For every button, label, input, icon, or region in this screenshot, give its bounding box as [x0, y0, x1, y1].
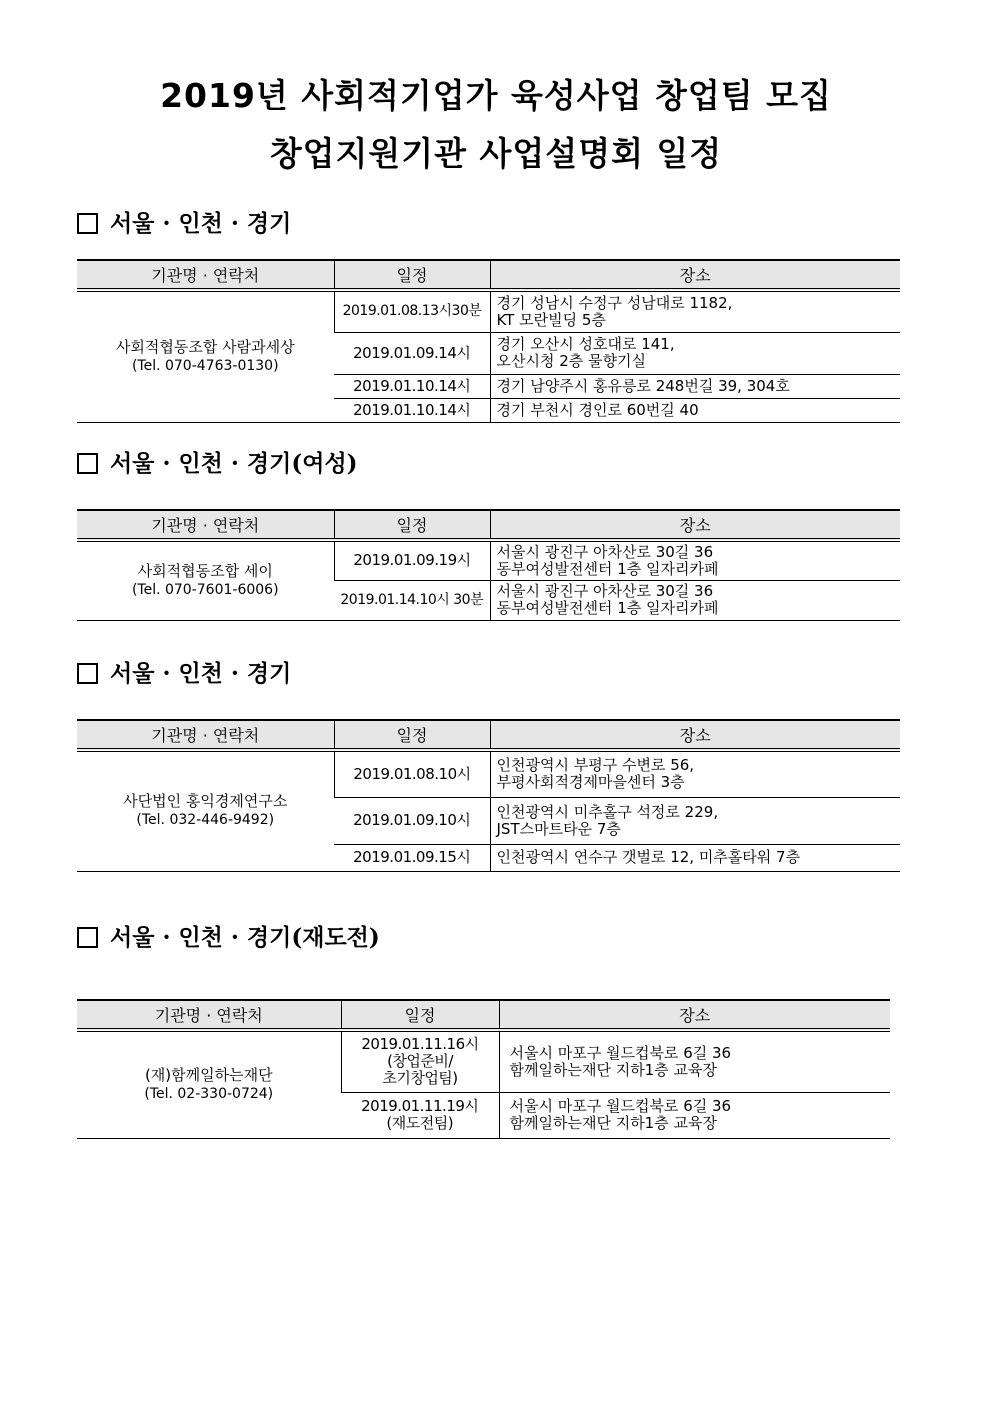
- header-org: 기관명 · 연락처: [77, 720, 334, 750]
- section-heading-3: [77, 657, 291, 691]
- date-cell: 2019.01.10.14시: [334, 374, 490, 398]
- header-org: 기관명 · 연락처: [77, 510, 334, 540]
- header-place: 장소: [490, 720, 900, 750]
- section-heading-4: [77, 921, 380, 955]
- checkbox-square-icon: [77, 453, 98, 474]
- org-name: 사회적협동조합 사람과세상: [115, 337, 295, 356]
- table-row: [77, 290, 900, 332]
- place-line: 동부여성발전센터 1층 일자리카페: [496, 559, 719, 578]
- place-cell: [490, 580, 900, 620]
- date-cell: 2019.01.08.13시30분: [334, 290, 490, 332]
- header-date: 일정: [334, 260, 490, 290]
- table-row: [77, 750, 900, 797]
- place-cell: [490, 540, 900, 580]
- section-heading-text: 서울 · 인천 · 경기: [110, 660, 292, 687]
- date-cell: 2019.01.10.14시: [334, 398, 490, 422]
- date-line: (창업준비/: [387, 1052, 453, 1071]
- date-cell: 2019.01.09.10시: [334, 797, 490, 844]
- checkbox-square-icon: [77, 927, 98, 948]
- header-date: 일정: [334, 510, 490, 540]
- place-cell: [490, 290, 900, 332]
- place-cell: [499, 1092, 890, 1138]
- header-org: 기관명 · 연락처: [77, 260, 334, 290]
- date-line: (재도전팀): [386, 1114, 454, 1132]
- document-title-line2: 창업지원기관 사업설명회 일정: [269, 134, 723, 173]
- date-cell: [341, 1092, 499, 1138]
- checkbox-square-icon: [77, 663, 98, 684]
- section-heading-text: 서울 · 인천 · 경기(재도전): [110, 924, 380, 951]
- checkbox-square-icon: [77, 213, 98, 234]
- section-heading-2: [77, 447, 358, 481]
- org-name: 사회적협동조합 세이: [137, 561, 273, 580]
- date-cell: 2019.01.09.15시: [334, 844, 490, 871]
- org-tel: (Tel. 070-7601-6006): [131, 581, 279, 598]
- place-line: JST스마트타운 7층: [496, 819, 621, 838]
- place-line: 서울시 광진구 아차산로 30길 36: [496, 542, 714, 561]
- org-name: (재)함께일하는재단: [144, 1065, 273, 1084]
- date-cell: 2019.01.09.14시: [334, 332, 490, 374]
- schedule-table-3: [77, 719, 900, 872]
- header-date: 일정: [334, 720, 490, 750]
- table-header-row: [77, 260, 900, 290]
- table-header-row: [77, 720, 900, 750]
- date-line: 초기창업팀): [382, 1069, 458, 1088]
- schedule-table-4: [77, 999, 890, 1139]
- section-heading-text: 서울 · 인천 · 경기(여성): [110, 450, 358, 477]
- place-line: 부평사회적경제마을센터 3층: [496, 773, 685, 792]
- table-row: [77, 540, 900, 580]
- header-org: 기관명 · 연락처: [77, 1000, 341, 1030]
- place-cell: 경기 부천시 경인로 60번길 40: [490, 398, 900, 422]
- place-line: 서울시 마포구 월드컵북로 6길 36: [509, 1097, 732, 1115]
- date-cell: [341, 1030, 499, 1092]
- place-line: 인천광역시 부평구 수변로 56,: [496, 756, 695, 775]
- place-line: 경기 오산시 성호대로 141,: [496, 335, 675, 353]
- place-line: 함께일하는재단 지하1층 교육장: [509, 1114, 717, 1132]
- section-heading-1: [77, 207, 291, 241]
- place-line: 인천광역시 미추홀구 석정로 229,: [496, 802, 719, 821]
- place-line: 서울시 마포구 월드컵북로 6길 36: [509, 1043, 732, 1062]
- place-line: 함께일하는재단 지하1층 교육장: [509, 1060, 717, 1079]
- org-cell: [77, 290, 334, 422]
- place-cell: [490, 750, 900, 797]
- schedule-table-1: [77, 259, 900, 423]
- date-line: 2019.01.11.19시: [361, 1097, 479, 1115]
- place-cell: [490, 332, 900, 374]
- date-line: 2019.01.11.16시: [361, 1035, 479, 1054]
- org-cell: [77, 750, 334, 871]
- date-cell: 2019.01.09.19시: [334, 540, 490, 580]
- org-tel: (Tel. 02-330-0724): [144, 1085, 274, 1102]
- org-tel: (Tel. 032-446-9492): [136, 812, 275, 829]
- place-cell: [490, 797, 900, 844]
- place-line: KT 모란빌딩 5층: [496, 310, 606, 329]
- header-place: 장소: [499, 1000, 890, 1030]
- org-name: 사단법인 홍익경제연구소: [123, 792, 288, 811]
- header-place: 장소: [490, 510, 900, 540]
- document-title-line1: 2019년 사회적기업가 육성사업 창업팀 모집: [160, 76, 832, 115]
- org-tel: (Tel. 070-4763-0130): [131, 357, 279, 374]
- header-date: 일정: [341, 1000, 499, 1030]
- table-header-row: [77, 510, 900, 540]
- org-cell: [77, 540, 334, 620]
- org-cell: [77, 1030, 341, 1138]
- place-cell: 인천광역시 연수구 갯벌로 12, 미추홀타워 7층: [490, 844, 900, 871]
- section-heading-text: 서울 · 인천 · 경기: [110, 210, 292, 237]
- date-cell: 2019.01.14.10시 30분: [334, 580, 490, 620]
- table-row: [77, 1030, 890, 1092]
- schedule-table-2: [77, 509, 900, 621]
- place-cell: [499, 1030, 890, 1092]
- date-cell: 2019.01.08.10시: [334, 750, 490, 797]
- place-line: 동부여성발전센터 1층 일자리카페: [496, 599, 719, 617]
- place-line: 서울시 광진구 아차산로 30길 36: [496, 582, 714, 600]
- place-line: 오산시청 2층 물향기실: [496, 352, 646, 370]
- place-line: 경기 성남시 수정구 성남대로 1182,: [496, 293, 733, 312]
- place-cell: 경기 남양주시 홍유릉로 248번길 39, 304호: [490, 374, 900, 398]
- header-place: 장소: [490, 260, 900, 290]
- table-header-row: [77, 1000, 890, 1030]
